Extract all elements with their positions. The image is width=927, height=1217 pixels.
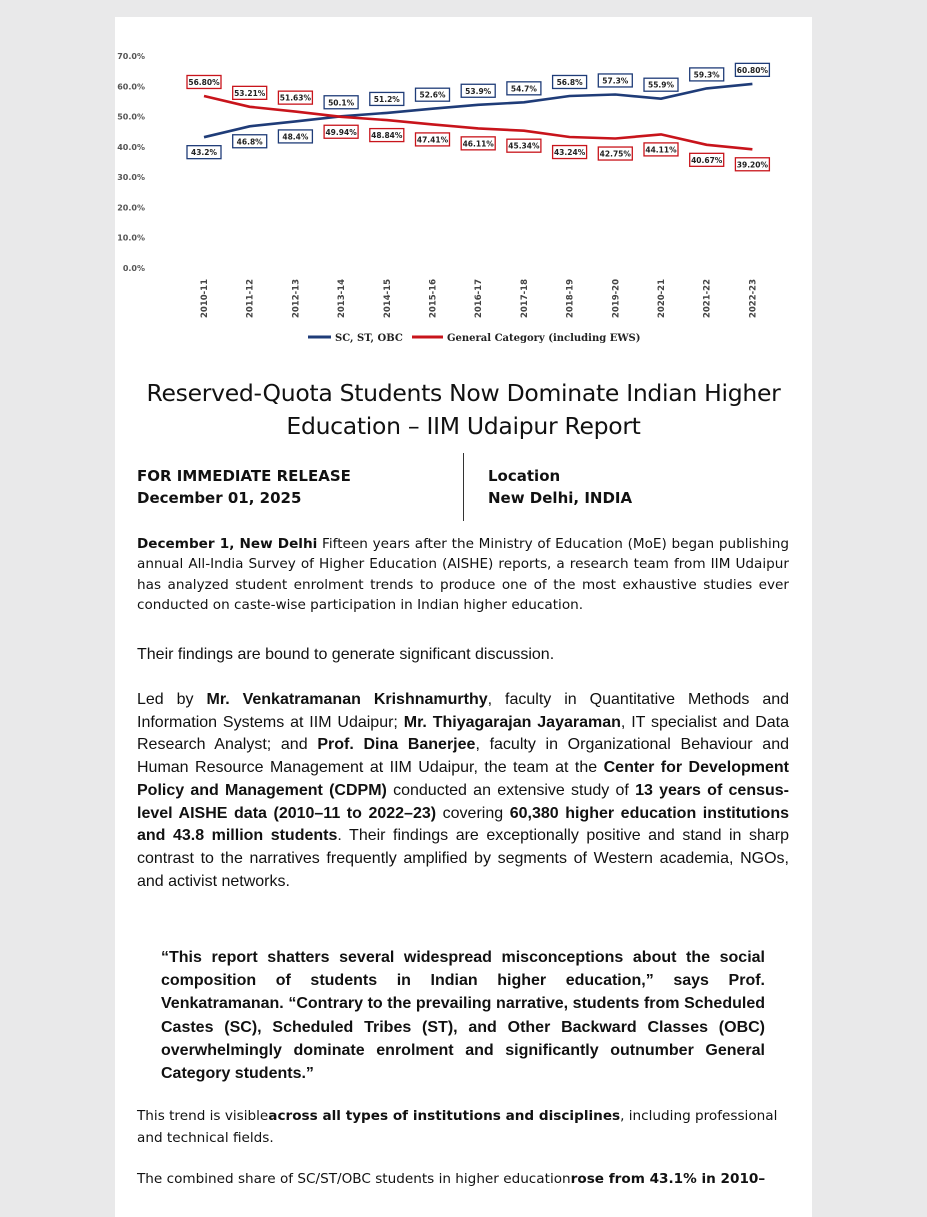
team-text: covering (436, 804, 510, 822)
data-label: 42.75% (599, 149, 631, 159)
data-label: 43.2% (190, 148, 218, 158)
legend-label-general: General Category (including EWS) (447, 333, 641, 344)
document-page (115, 17, 812, 1217)
x-tick-label: 2014-15 (382, 279, 393, 319)
team-paragraph (137, 689, 789, 893)
x-tick-label: 2015-16 (428, 279, 439, 319)
data-label: 57.3% (602, 76, 629, 86)
share-paragraph (137, 1169, 789, 1191)
data-label: 40.67% (691, 155, 723, 165)
data-label: 46.11% (462, 139, 494, 149)
data-label: 56.80% (188, 77, 220, 87)
y-tick-label: 40.0% (117, 142, 145, 152)
trend-emphasis: across all types of institutions and disciplines (268, 1108, 621, 1124)
location-label: Location (488, 467, 561, 485)
title-line-1: Reserved-Quota Students Now Dominate Indian Higher (146, 379, 781, 407)
y-tick-label: 0.0% (122, 264, 145, 273)
x-tick-label: 2022-23 (748, 279, 759, 319)
dateline: December 1, New Delhi (137, 536, 318, 552)
x-tick-label: 2012-13 (291, 279, 302, 319)
title-line-2: Education – IIM Udaipur Report (286, 412, 641, 440)
x-tick-label: 2013-14 (337, 279, 348, 319)
y-tick-label: 50.0% (117, 112, 145, 122)
center-name: Center for Development Policy and Management (CDPM) (137, 759, 790, 799)
findings-paragraph: Their findings are bound to generate significant discussion. (137, 646, 555, 663)
x-tick-label: 2019-20 (611, 279, 622, 319)
x-tick-label: 2017-18 (519, 279, 530, 319)
x-tick-label: 2021-22 (702, 279, 713, 319)
y-tick-label: 10.0% (117, 233, 145, 243)
team-text: , IT specialist and Data Research Analyst; and (137, 713, 790, 754)
data-label: 54.7% (510, 84, 537, 94)
y-tick-label: 60.0% (117, 82, 145, 92)
intro-paragraph (137, 534, 789, 616)
x-tick-label: 2016-17 (474, 279, 485, 319)
data-label: 53.21% (234, 88, 266, 98)
x-tick-label: 2020-21 (657, 279, 667, 319)
y-tick-label: 30.0% (117, 173, 145, 183)
share-text: The combined share of SC/ST/OBC students in higher education (137, 1171, 571, 1187)
page-title (115, 377, 812, 443)
release-date: December 01, 2025 (137, 489, 302, 507)
team-text: conducted an extensive study of (386, 781, 636, 799)
trend-text: , including professional and technical fields. (137, 1108, 778, 1146)
data-label: 44.11% (645, 145, 677, 155)
y-tick-label: 70.0% (117, 52, 145, 61)
location-block (488, 465, 632, 509)
x-tick-label: 2010-11 (200, 279, 210, 319)
trend-text: This trend is visible (137, 1108, 269, 1124)
data-label: 51.2% (373, 94, 400, 104)
team-text: , faculty in Quantitative Methods and Information Systems at IIM Udaipur; (137, 691, 790, 731)
y-tick-label: 20.0% (117, 203, 145, 213)
trend-paragraph (137, 1106, 789, 1149)
legend-label-sc-st-obc: SC, ST, OBC (335, 333, 403, 344)
team-text: , faculty in Organizational Behaviour and Human Resource Management at IIM Udaipur, the team at the (137, 736, 790, 777)
header-divider (463, 453, 464, 521)
author-name: Mr. Thiyagarajan Jayaraman (403, 713, 621, 731)
study-coverage: 60,380 higher education institutions and 43.8 million students (137, 804, 790, 845)
quote-block: “This report shatters several widespread misconceptions about the social composition of students in Indian higher education,” says Prof. Venkatramanan. “Contrary to the prevailing narrative, students from Scheduled Castes (SC), Scheduled Tribes (ST), and Other Backward Classes (OBC) overwhelmingly dominate enrolment and significantly outnumber General Category students.” (161, 949, 765, 1083)
release-label: FOR IMMEDIATE RELEASE (137, 467, 351, 485)
study-scope: 13 years of census-level AISHE data (2010–11 to 2022–23) (137, 781, 789, 822)
data-label: 59.3% (693, 70, 720, 80)
data-label: 45.34% (508, 141, 540, 151)
data-label: 51.63% (279, 93, 312, 103)
data-label: 56.8% (556, 77, 583, 87)
data-label: 52.6% (419, 90, 446, 100)
data-label: 43.24% (553, 148, 586, 158)
enrolment-line-chart (115, 17, 812, 362)
data-label: 50.1% (328, 98, 355, 108)
data-label: 39.20% (736, 160, 769, 170)
author-name: Prof. Dina Banerjee (317, 736, 476, 754)
x-tick-label: 2018-19 (565, 279, 576, 319)
data-label: 48.84% (371, 131, 403, 141)
author-name: Mr. Venkatramanan Krishnamurthy (206, 691, 488, 708)
x-tick-label: 2011-12 (245, 279, 256, 319)
data-label: 60.80% (736, 65, 769, 75)
data-label: 46.8% (236, 137, 263, 147)
intro-text: Fifteen years after the Ministry of Education (MoE) began publishing annual All-India Survey of Higher Education (AISHE) reports, a research team from IIM Udaipur has analyzed student enrolment trends to produce one of the most exhaustive studies ever conducted on caste-wise participation in Indian higher education. (137, 536, 790, 614)
release-block (137, 465, 351, 509)
team-text: Led by (137, 691, 207, 708)
data-label: 49.94% (325, 127, 357, 137)
team-text: . Their findings are exceptionally positive and stand in sharp contrast to the narratives frequently amplified by segments of Western academia, NGOs, and activist networks. (137, 827, 789, 890)
data-label: 53.9% (465, 86, 492, 96)
data-label: 55.9% (647, 80, 675, 90)
share-emphasis: rose from 43.1% in 2010– (570, 1171, 766, 1187)
chart-legend (308, 333, 641, 344)
location-value: New Delhi, INDIA (488, 489, 633, 507)
data-label: 48.4% (282, 132, 309, 142)
data-label: 47.41% (416, 135, 449, 145)
